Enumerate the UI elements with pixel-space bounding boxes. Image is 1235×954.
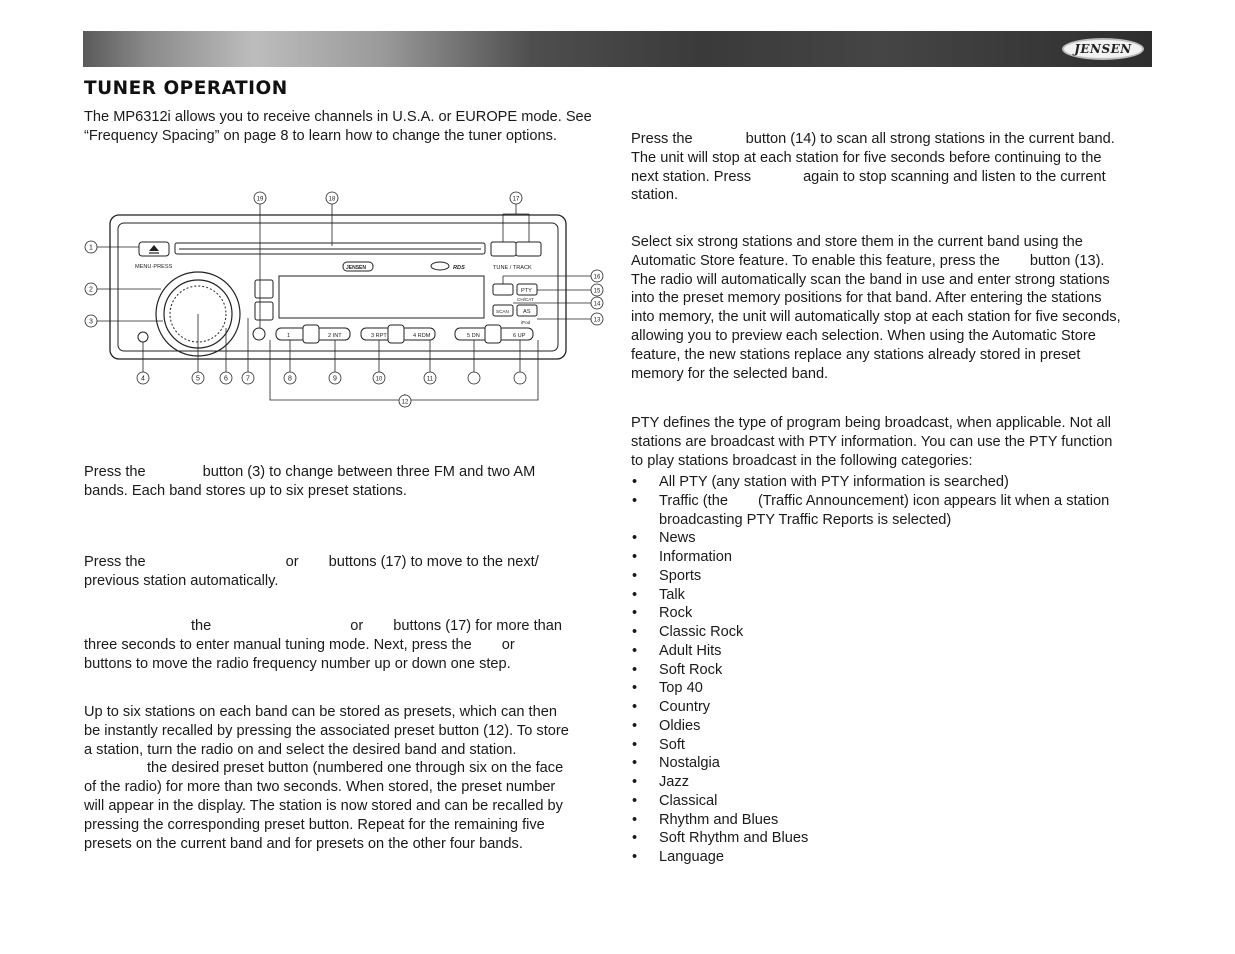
list-item: • Oldies [631,717,1109,736]
list-item: • Information [631,548,1109,567]
radio-faceplate-diagram [83,188,608,410]
list-item: • Language [631,848,1109,867]
list-item: • Rock [631,604,1109,623]
scan-label: SCAN [496,309,509,314]
list-item: • Traffic (the (Traffic Announcement) icon appears lit when a station [631,492,1109,511]
svg-text:3: 3 [89,318,93,326]
list-item: • Country [631,698,1109,717]
pty-paragraph: PTY defines the type of program being broadcast, when applicable. Not all stations are broadcast with PTY information. You can use the PTY function to play stations broadcast in the following categories: [631,415,1113,469]
page-title: TUNER OPERATION [84,78,288,99]
jensen-logo: JENSEN [1062,38,1144,60]
list-item: • Adult Hits [631,642,1109,661]
preset-2-label: 2 INT [328,333,342,339]
svg-text:14: 14 [593,301,601,308]
tune-up-button [516,242,541,256]
list-item: • Soft [631,736,1109,755]
as-label: AS [523,309,531,315]
aux-jack [253,328,265,340]
svg-text:6: 6 [224,375,228,383]
preset-paragraph: Up to six stations on each band can be stored as presets, which can then be instantly recalled by pressing the associated preset button (12). To store a station, turn the radio on and select the desired band and station. the desired preset button (numbered one through six on the face of the radio) for more than two seconds. When stored, the preset number will appear in the display. The station is now stored and can be recalled by pressing the corresponding preset button. Repeat for the remaining five presets on the current band and for presets on the other four bands. [84,704,569,852]
header-banner [83,31,1152,67]
svg-text:11: 11 [426,376,434,383]
svg-text:8: 8 [288,375,292,383]
list-item: • Sports [631,567,1109,586]
list-item-continuation: broadcasting PTY Traffic Reports is selected) [659,511,952,528]
preset-3-label: 3 RPT [371,333,387,339]
preset-4-label: 4 RDM [413,333,431,339]
list-item: • Jazz [631,773,1109,792]
svg-text:1: 1 [89,244,93,252]
svg-text:15: 15 [593,288,601,295]
pty-label: PTY [521,288,532,294]
brand-small-label: JENSEN [346,265,367,271]
svg-text:12: 12 [401,399,409,406]
svg-text:18: 18 [328,196,336,203]
preset-5-label: 5 DN [467,333,480,339]
list-item: • Classical [631,792,1109,811]
rds-label: RDS [453,265,465,271]
callout-blank-2 [514,372,526,384]
list-item: • Talk [631,586,1109,605]
ipod-label: iPod [521,320,531,325]
list-item: • Soft Rhythm and Blues [631,829,1109,848]
button-16 [493,284,513,295]
svg-text:10: 10 [375,376,383,383]
list-item: • News [631,529,1109,548]
list-item: • Classic Rock [631,623,1109,642]
svg-text:2: 2 [89,286,93,294]
menu-press-label: MENU·PRESS [135,264,173,270]
list-item: • Top 40 [631,679,1109,698]
svg-text:4: 4 [141,375,145,383]
release-button [138,332,148,342]
list-item: • Soft Rock [631,661,1109,680]
list-item: • All PTY (any station with PTY information is searched) [631,473,1109,492]
lcd-display [279,276,484,318]
svg-text:7: 7 [246,375,250,383]
list-item: • Rhythm and Blues [631,811,1109,830]
svg-text:9: 9 [333,375,337,383]
tune-down-button [491,242,516,256]
preset-1-label: 1 [287,333,291,339]
preset-6-label: 6 UP [513,333,526,339]
svg-text:17: 17 [512,196,520,203]
callout-blank-1 [468,372,480,384]
manual-tuning-paragraph: the or buttons (17) for more than three seconds to enter manual tuning mode. Next, press the or buttons to move the radio frequency number up or down one step. [84,618,563,672]
callout-leader-lines [97,204,591,400]
svg-text:16: 16 [593,274,601,281]
scan-paragraph: Press the button (14) to scan all strong stations in the current band. The unit will stop at each station for five seconds before continuing to the next station. Press again to stop scanning and listen to the current station. [631,131,1115,204]
seek-paragraph: Press the or buttons (17) to move to the next/ previous station automatically. [84,554,539,589]
tune-track-label: TUNE / TRACK [493,265,532,271]
band-paragraph: Press the button (3) to change between three FM and two AM bands. Each band stores up to six preset stations. [84,464,536,499]
svg-text:19: 19 [256,196,264,203]
svg-text:13: 13 [593,317,601,324]
svg-text:5: 5 [196,375,200,383]
intro-paragraph: The MP6312i allows you to receive channels in U.S.A. or EUROPE mode. See “Frequency Spacing” on page 8 to learn how to change the tuner options. [84,109,592,144]
auto-store-paragraph: Select six strong stations and store them in the current band using the Automatic Store feature. To enable this feature, press the button (13). The radio will automatically scan the band in use and enter strong stations into the preset memory positions for that band. After entering the stations into memory, the unit will automatically stop at each station for five seconds, allowing you to preview each selection. When using the Automatic Store feature, the new stations replace any stations already stored in preset memory for the selected band. [631,234,1121,382]
cat-label: CH/CAT [517,297,534,302]
list-item: • Nostalgia [631,754,1109,773]
pty-category-list [631,473,1109,867]
